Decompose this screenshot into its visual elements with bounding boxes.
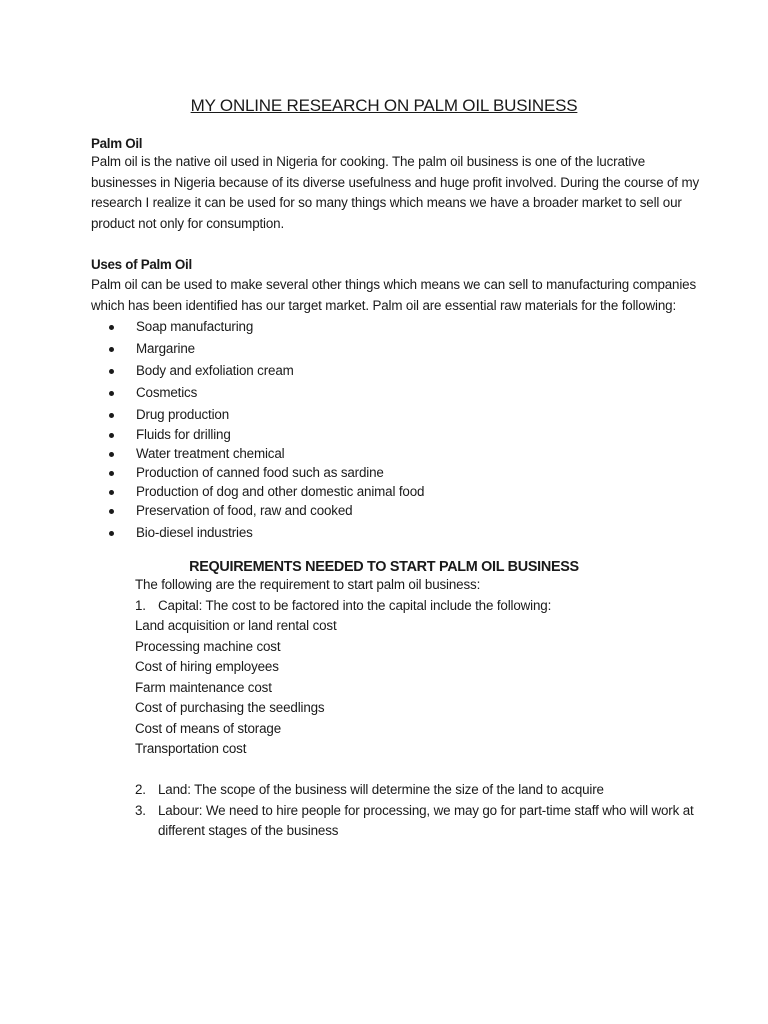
requirements-body: [135, 575, 695, 842]
item-text: different stages of the business: [158, 823, 339, 838]
list-item: [108, 501, 424, 523]
paragraph-line: which has been identified has our target market. Palm oil are essential raw materials for the following:: [91, 297, 677, 313]
requirements-heading: REQUIREMENTS NEEDED TO START PALM OIL BUSINESS: [189, 559, 579, 575]
labour-item: [135, 801, 695, 822]
list-item: [108, 405, 424, 425]
list-item-label: Production of dog and other domestic animal food: [136, 484, 425, 499]
item-number: 2.: [135, 782, 146, 797]
uses-paragraph: [91, 275, 697, 316]
paragraph-line: Palm oil is the native oil used in Nigeria for cooking. The palm oil business is one of the lucrative: [91, 154, 645, 169]
list-item: [108, 383, 424, 405]
cost-line: Cost of hiring employees: [135, 659, 279, 674]
cost-line: Transportation cost: [135, 741, 247, 756]
list-item-label: Soap manufacturing: [136, 319, 254, 334]
cost-line: Land acquisition or land rental cost: [135, 618, 337, 633]
list-item: [108, 463, 424, 482]
paragraph-line: Palm oil can be used to make several other things which means we can sell to manufacturing companies: [91, 277, 697, 292]
paragraph-line: businesses in Nigeria because of its diverse usefulness and huge profit involved. During the course of my: [91, 174, 700, 190]
paragraph-line: product not only for consumption.: [91, 215, 285, 231]
palm-oil-paragraph: [91, 152, 700, 234]
list-item: [108, 425, 424, 444]
bullet-icon: [109, 531, 114, 536]
list-item: [108, 317, 424, 339]
cost-line: Processing machine cost: [135, 638, 281, 654]
bullet-icon: [109, 433, 114, 438]
bullet-icon: [109, 391, 114, 396]
bullet-icon: [109, 471, 114, 476]
cost-line: Cost of means of storage: [135, 720, 282, 736]
list-item-label: Water treatment chemical: [136, 446, 285, 461]
labour-item-continued: [135, 821, 695, 842]
uses-bullet-list: [108, 317, 424, 543]
list-item-label: Drug production: [136, 407, 230, 422]
blank-line: [135, 760, 695, 781]
cost-line: Farm maintenance cost: [135, 679, 272, 695]
bullet-icon: [109, 452, 114, 457]
list-item-label: Fluids for drilling: [136, 427, 231, 442]
list-item: [108, 444, 424, 463]
bullet-icon: [109, 509, 114, 514]
bullet-icon: [109, 413, 114, 418]
item-text: Land: The scope of the business will determine the size of the land to acquire: [158, 782, 604, 797]
bullet-icon: [109, 325, 114, 330]
requirements-intro: The following are the requirement to start palm oil business:: [135, 577, 481, 592]
list-item-label: Margarine: [136, 341, 195, 356]
palm-oil-heading: Palm Oil: [91, 136, 143, 151]
bullet-icon: [109, 347, 114, 352]
list-item-label: Bio-diesel industries: [136, 525, 253, 540]
capital-item: [135, 596, 695, 617]
item-number: 1.: [135, 597, 146, 613]
list-item: [108, 361, 424, 383]
list-item-label: Body and exfoliation cream: [136, 363, 294, 378]
list-item-label: Production of canned food such as sardine: [136, 465, 384, 480]
paragraph-line: research I realize it can be used for so many things which means we have a broader market to sell our: [91, 195, 682, 210]
uses-heading: Uses of Palm Oil: [91, 257, 192, 272]
list-item-label: Preservation of food, raw and cooked: [136, 503, 353, 518]
bullet-icon: [109, 490, 114, 495]
list-item: [108, 339, 424, 361]
item-number: 3.: [135, 802, 146, 818]
list-item-label: Cosmetics: [136, 385, 198, 400]
item-text: Capital: The cost to be factored into the capital include the following:: [158, 597, 552, 613]
bullet-icon: [109, 369, 114, 374]
document-title: MY ONLINE RESEARCH ON PALM OIL BUSINESS: [190, 96, 578, 115]
land-item: [135, 780, 695, 801]
list-item: [108, 482, 424, 501]
list-item: [108, 523, 424, 543]
cost-line: Cost of purchasing the seedlings: [135, 700, 325, 715]
item-text: Labour: We need to hire people for processing, we may go for part-time staff who will work at: [158, 802, 694, 818]
